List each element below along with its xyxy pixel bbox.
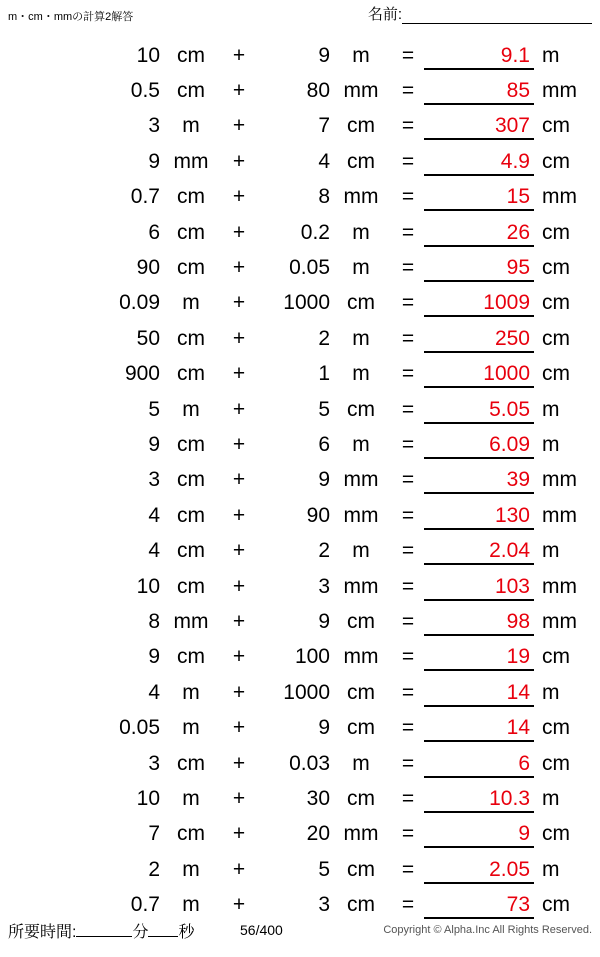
equals-sign: =: [401, 468, 415, 492]
answer-unit: m: [542, 43, 560, 67]
operand-1-unit: cm: [177, 751, 205, 775]
answer-unit: cm: [542, 645, 570, 669]
answer-field[interactable]: 130: [424, 502, 534, 530]
operand-2-unit: mm: [343, 503, 379, 527]
operand-1-unit: m: [182, 680, 200, 704]
operand-1: 0.5: [130, 79, 160, 103]
equals-sign: =: [401, 291, 415, 315]
answer-field[interactable]: 307: [424, 112, 534, 140]
operand-1: 90: [136, 256, 160, 280]
operand-1: 9: [148, 149, 160, 173]
operand-2: 7: [318, 114, 330, 138]
operand-1: 9: [148, 432, 160, 456]
problem-row: [0, 463, 600, 498]
operand-1: 2: [148, 857, 160, 881]
operand-2: 100: [294, 645, 330, 669]
operator: +: [232, 822, 246, 846]
equals-sign: =: [401, 79, 415, 103]
operator: +: [232, 539, 246, 563]
operand-1: 50: [136, 326, 160, 350]
problem-row: [0, 710, 600, 745]
operand-1-unit: cm: [177, 362, 205, 386]
operand-2: 1000: [283, 291, 330, 315]
operand-2-unit: cm: [347, 291, 375, 315]
problem-list: [0, 38, 600, 923]
operand-2: 9: [318, 43, 330, 67]
operand-2: 80: [306, 79, 330, 103]
operand-2-unit: m: [352, 43, 370, 67]
operand-2-unit: m: [352, 362, 370, 386]
problem-row: [0, 392, 600, 427]
operand-2: 9: [318, 468, 330, 492]
equals-sign: =: [401, 716, 415, 740]
operand-2: 3: [318, 893, 330, 917]
operand-1: 8: [148, 609, 160, 633]
answer-unit: cm: [542, 256, 570, 280]
operand-1-unit: mm: [173, 149, 209, 173]
answer-field[interactable]: 4.9: [424, 148, 534, 176]
operand-2-unit: cm: [347, 716, 375, 740]
operand-2-unit: cm: [347, 857, 375, 881]
operand-2: 3: [318, 574, 330, 598]
answer-unit: cm: [542, 149, 570, 173]
operand-2: 0.03: [289, 751, 330, 775]
operand-2: 5: [318, 857, 330, 881]
problem-row: [0, 533, 600, 568]
operand-2: 6: [318, 432, 330, 456]
page-footer: [0, 919, 600, 945]
answer-field[interactable]: 6: [424, 750, 534, 778]
problem-row: [0, 38, 600, 73]
operand-1-unit: cm: [177, 326, 205, 350]
operator: +: [232, 503, 246, 527]
equals-sign: =: [401, 822, 415, 846]
problem-row: [0, 852, 600, 887]
operator: +: [232, 185, 246, 209]
operand-1: 4: [148, 680, 160, 704]
operand-2-unit: mm: [343, 574, 379, 598]
name-input-line[interactable]: [402, 6, 592, 24]
elapsed-time-label: 所要時間:: [8, 924, 77, 941]
equals-sign: =: [401, 503, 415, 527]
operand-1: 3: [148, 468, 160, 492]
answer-unit: mm: [542, 609, 577, 633]
answer-unit: m: [542, 432, 560, 456]
problem-row: [0, 569, 600, 604]
name-field-area: [368, 6, 592, 24]
equals-sign: =: [401, 609, 415, 633]
operand-1-unit: m: [182, 786, 200, 810]
operator: +: [232, 609, 246, 633]
answer-unit: mm: [542, 503, 577, 527]
answer-field[interactable]: 14: [424, 679, 534, 707]
problem-row: [0, 73, 600, 108]
problem-row: [0, 427, 600, 462]
answer-unit: cm: [542, 822, 570, 846]
answer-unit: cm: [542, 362, 570, 386]
operand-1: 4: [148, 539, 160, 563]
operand-1: 3: [148, 114, 160, 138]
operand-2-unit: m: [352, 326, 370, 350]
problem-row: [0, 498, 600, 533]
operand-1-unit: m: [182, 893, 200, 917]
operator: +: [232, 362, 246, 386]
answer-field[interactable]: 9: [424, 820, 534, 848]
operator: +: [232, 468, 246, 492]
problem-row: [0, 817, 600, 852]
answer-field[interactable]: 14: [424, 714, 534, 742]
answer-unit: mm: [542, 79, 577, 103]
operand-1: 10: [136, 574, 160, 598]
operator: +: [232, 79, 246, 103]
answer-unit: cm: [542, 751, 570, 775]
answer-field[interactable]: 95: [424, 254, 534, 282]
operand-2-unit: mm: [343, 185, 379, 209]
operand-1-unit: cm: [177, 432, 205, 456]
equals-sign: =: [401, 857, 415, 881]
operand-2-unit: m: [352, 256, 370, 280]
operand-1: 7: [148, 822, 160, 846]
operand-1-unit: cm: [177, 645, 205, 669]
operand-2-unit: m: [352, 539, 370, 563]
operator: +: [232, 326, 246, 350]
answer-field[interactable]: 103: [424, 573, 534, 601]
equals-sign: =: [401, 114, 415, 138]
equals-sign: =: [401, 786, 415, 810]
answer-field[interactable]: 250: [424, 325, 534, 353]
operand-2: 5: [318, 397, 330, 421]
answer-field[interactable]: 10.3: [424, 785, 534, 813]
equals-sign: =: [401, 893, 415, 917]
answer-field[interactable]: 5.05: [424, 396, 534, 424]
problem-row: [0, 144, 600, 179]
operand-1-unit: m: [182, 291, 200, 315]
equals-sign: =: [401, 256, 415, 280]
operand-1: 4: [148, 503, 160, 527]
equals-sign: =: [401, 362, 415, 386]
problem-row: [0, 675, 600, 710]
operand-2-unit: mm: [343, 645, 379, 669]
operand-2: 0.2: [300, 220, 330, 244]
answer-field[interactable]: 1009: [424, 289, 534, 317]
operand-1-unit: cm: [177, 43, 205, 67]
problem-row: [0, 640, 600, 675]
equals-sign: =: [401, 432, 415, 456]
answer-field[interactable]: 2.04: [424, 537, 534, 565]
problem-row: [0, 604, 600, 639]
elapsed-time-area: [8, 919, 194, 942]
operand-1: 0.05: [119, 716, 160, 740]
operator: +: [232, 893, 246, 917]
name-label: 名前:: [367, 6, 402, 23]
answer-unit: mm: [542, 468, 577, 492]
answer-field[interactable]: 2.05: [424, 856, 534, 884]
operand-1-unit: cm: [177, 503, 205, 527]
operand-1: 0.09: [119, 291, 160, 315]
operand-2: 4: [318, 149, 330, 173]
answer-field[interactable]: 73: [424, 891, 534, 919]
problem-row: [0, 746, 600, 781]
operand-2: 20: [306, 822, 330, 846]
answer-field[interactable]: 19: [424, 643, 534, 671]
answer-unit: m: [542, 857, 560, 881]
operator: +: [232, 786, 246, 810]
operator: +: [232, 716, 246, 740]
operand-2-unit: cm: [347, 893, 375, 917]
operand-1-unit: cm: [177, 256, 205, 280]
operand-1-unit: m: [182, 114, 200, 138]
page-header: [0, 6, 600, 32]
equals-sign: =: [401, 43, 415, 67]
answer-unit: m: [542, 680, 560, 704]
operand-2-unit: m: [352, 751, 370, 775]
operand-1: 10: [136, 43, 160, 67]
equals-sign: =: [401, 574, 415, 598]
operand-1: 6: [148, 220, 160, 244]
answer-field[interactable]: 85: [424, 77, 534, 105]
operand-2-unit: cm: [347, 786, 375, 810]
operand-1-unit: cm: [177, 822, 205, 846]
operator: +: [232, 680, 246, 704]
operand-2-unit: cm: [347, 114, 375, 138]
page-number: 56/400: [240, 922, 283, 938]
operator: +: [232, 751, 246, 775]
operand-2: 1: [318, 362, 330, 386]
problem-row: [0, 887, 600, 922]
operand-1-unit: cm: [177, 468, 205, 492]
problem-row: [0, 781, 600, 816]
problem-row: [0, 215, 600, 250]
operator: +: [232, 857, 246, 881]
operator: +: [232, 645, 246, 669]
operator: +: [232, 432, 246, 456]
answer-field[interactable]: 9.1: [424, 42, 534, 70]
operand-1-unit: cm: [177, 79, 205, 103]
operand-1: 3: [148, 751, 160, 775]
equals-sign: =: [401, 149, 415, 173]
operand-1-unit: cm: [177, 574, 205, 598]
answer-unit: mm: [542, 574, 577, 598]
operand-2: 2: [318, 539, 330, 563]
answer-field[interactable]: 98: [424, 608, 534, 636]
operator: +: [232, 397, 246, 421]
operand-2-unit: cm: [347, 609, 375, 633]
equals-sign: =: [401, 326, 415, 350]
operand-2-unit: cm: [347, 149, 375, 173]
minutes-input-line[interactable]: [76, 919, 132, 937]
equals-sign: =: [401, 185, 415, 209]
answer-field[interactable]: 1000: [424, 360, 534, 388]
answer-unit: cm: [542, 326, 570, 350]
operand-2: 9: [318, 609, 330, 633]
equals-sign: =: [401, 539, 415, 563]
operand-1-unit: m: [182, 397, 200, 421]
equals-sign: =: [401, 680, 415, 704]
operand-2-unit: m: [352, 220, 370, 244]
operand-2: 90: [306, 503, 330, 527]
seconds-unit: 秒: [178, 924, 195, 941]
problem-row: [0, 109, 600, 144]
problem-row: [0, 357, 600, 392]
answer-unit: mm: [542, 185, 577, 209]
operand-2: 0.05: [289, 256, 330, 280]
operator: +: [232, 291, 246, 315]
operand-1: 0.7: [130, 185, 160, 209]
equals-sign: =: [401, 220, 415, 244]
operand-1-unit: m: [182, 857, 200, 881]
answer-unit: m: [542, 786, 560, 810]
problem-row: [0, 250, 600, 285]
operand-2-unit: cm: [347, 397, 375, 421]
problem-row: [0, 321, 600, 356]
operator: +: [232, 43, 246, 67]
operand-2-unit: m: [352, 432, 370, 456]
copyright-notice: Copyright © Alpha.Inc All Rights Reserved.: [383, 924, 592, 936]
operand-2-unit: cm: [347, 680, 375, 704]
operand-1: 900: [124, 362, 160, 386]
seconds-input-line[interactable]: [148, 919, 178, 937]
answer-unit: cm: [542, 220, 570, 244]
operand-2: 1000: [283, 680, 330, 704]
operand-2-unit: mm: [343, 822, 379, 846]
problem-row: [0, 286, 600, 321]
equals-sign: =: [401, 397, 415, 421]
operator: +: [232, 149, 246, 173]
operand-2: 30: [306, 786, 330, 810]
operand-1: 9: [148, 645, 160, 669]
operand-2-unit: mm: [343, 79, 379, 103]
answer-field[interactable]: 26: [424, 219, 534, 247]
operand-1: 5: [148, 397, 160, 421]
problem-row: [0, 180, 600, 215]
answer-field[interactable]: 15: [424, 183, 534, 211]
equals-sign: =: [401, 751, 415, 775]
answer-unit: cm: [542, 114, 570, 138]
operand-2: 2: [318, 326, 330, 350]
page-title: m・cm・mmの計算2解答: [8, 11, 134, 23]
operand-1-unit: m: [182, 716, 200, 740]
operator: +: [232, 220, 246, 244]
operator: +: [232, 114, 246, 138]
answer-unit: cm: [542, 893, 570, 917]
equals-sign: =: [401, 645, 415, 669]
operand-2: 8: [318, 185, 330, 209]
answer-unit: m: [542, 539, 560, 563]
answer-unit: cm: [542, 291, 570, 315]
operand-1: 0.7: [130, 893, 160, 917]
operand-1-unit: cm: [177, 220, 205, 244]
operand-1: 10: [136, 786, 160, 810]
answer-field[interactable]: 39: [424, 466, 534, 494]
operator: +: [232, 574, 246, 598]
operator: +: [232, 256, 246, 280]
operand-1-unit: mm: [173, 609, 209, 633]
answer-unit: m: [542, 397, 560, 421]
operand-2: 9: [318, 716, 330, 740]
answer-field[interactable]: 6.09: [424, 431, 534, 459]
operand-1-unit: cm: [177, 185, 205, 209]
operand-1-unit: cm: [177, 539, 205, 563]
operand-2-unit: mm: [343, 468, 379, 492]
answer-unit: cm: [542, 716, 570, 740]
minutes-unit: 分: [132, 924, 149, 941]
